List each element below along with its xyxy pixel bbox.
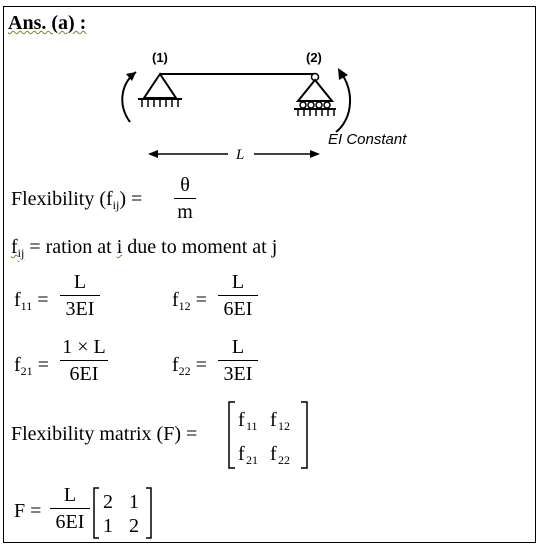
theta-over-m — [174, 173, 196, 224]
f11-fraction: L 3EI — [60, 270, 100, 321]
flex-def-sub: ij — [112, 198, 120, 212]
fij-f: f — [11, 236, 18, 258]
frac-num: θ — [180, 174, 190, 196]
fij-i: i — [116, 236, 123, 258]
svg-text:21: 21 — [246, 453, 258, 467]
flexibility-definition — [11, 188, 142, 213]
stiffness-label: EI Constant — [328, 131, 407, 148]
right-moment-arrow-icon — [336, 68, 350, 132]
svg-text:1: 1 — [103, 515, 113, 537]
f12-fraction: L 6EI — [218, 270, 258, 321]
answer-heading-text: Ans. (a) : — [8, 12, 87, 34]
left-support-icon — [138, 74, 182, 107]
svg-text:11: 11 — [246, 419, 258, 433]
answer-heading — [8, 12, 86, 35]
fij-description — [11, 236, 277, 261]
fij-text-a: = ration at — [24, 236, 117, 258]
f12-lhs: $f_{12}$ = — [172, 289, 207, 313]
f21-fraction: 1 × L 6EI — [60, 335, 108, 386]
svg-text:2: 2 — [103, 491, 113, 513]
final-lhs: F = — [14, 500, 42, 522]
flex-def-prefix: Flexibility (f — [11, 188, 113, 210]
svg-text:12: 12 — [278, 419, 290, 433]
flex-def-suffix: ) = — [119, 188, 143, 210]
f22-fraction: L 3EI — [218, 335, 258, 386]
svg-text:f: f — [238, 409, 245, 431]
final-fraction: L 6EI — [50, 483, 90, 534]
beam-diagram — [108, 46, 438, 166]
svg-text:22: 22 — [278, 453, 290, 467]
node-2-label: (2) — [306, 50, 322, 65]
length-dimension — [148, 147, 320, 163]
svg-text:1: 1 — [129, 491, 139, 513]
f21-lhs: $f_{21}$ = — [14, 354, 49, 378]
fij-sub: ij — [17, 246, 25, 260]
length-label: L — [236, 147, 245, 163]
flex-matrix-label: Flexibility matrix (F) = — [11, 423, 198, 445]
f22-lhs: $f_{22}$ = — [172, 354, 207, 378]
svg-text:f: f — [238, 443, 245, 465]
final-matrix — [91, 486, 155, 540]
fij-text-b: due to moment at j — [122, 236, 278, 258]
flex-matrix — [226, 400, 312, 470]
left-moment-arrow-icon — [122, 72, 136, 122]
svg-text:f: f — [270, 443, 277, 465]
frac-den: m — [177, 201, 193, 223]
svg-text:2: 2 — [129, 515, 139, 537]
svg-text:f: f — [270, 409, 277, 431]
f11-lhs: $f_{11}$ = — [14, 289, 49, 313]
right-support-icon — [294, 74, 336, 117]
node-1-label: (1) — [152, 50, 168, 65]
